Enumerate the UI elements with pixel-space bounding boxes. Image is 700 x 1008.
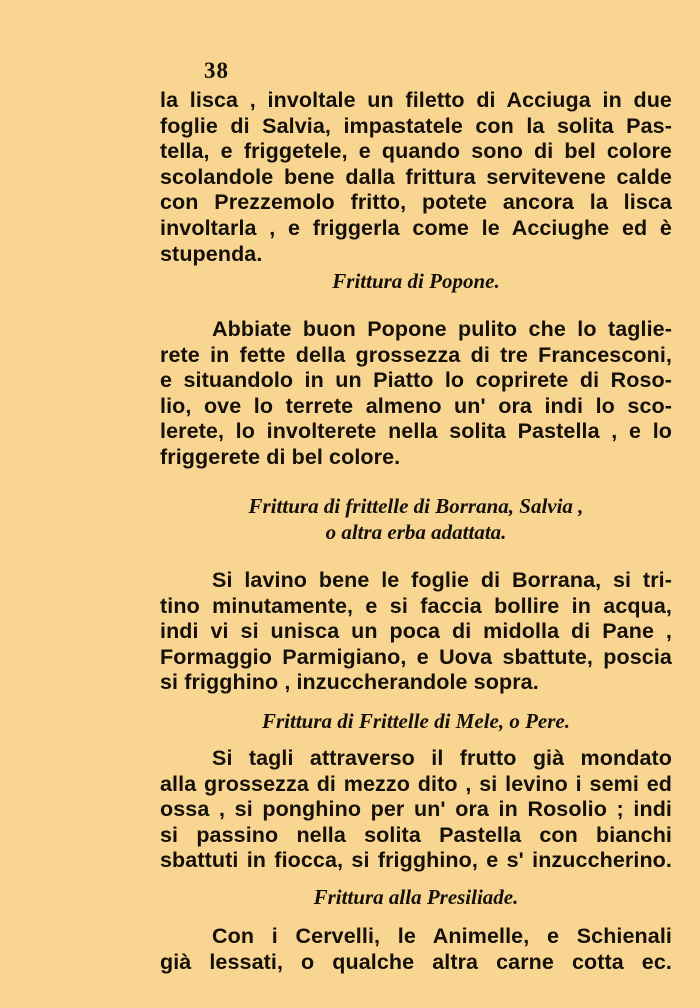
heading-frittura-presiliade <box>160 884 672 910</box>
paragraph-mele <box>160 746 672 874</box>
paragraph-popone <box>160 317 672 471</box>
page-number: 38 <box>204 58 229 83</box>
heading-line: Frittura di frittelle di Borrana, Salvia , <box>248 494 584 518</box>
text-line: Formaggio Parmigiano, e Uova sbattute, poscia <box>160 644 672 669</box>
text-line: stupenda. <box>160 241 263 266</box>
text-line: foglie di Salvia, impastatele con la solita Pas- <box>160 113 672 138</box>
text-line: con Prezzemolo fritto, potete ancora la lisca <box>160 190 672 215</box>
text-line: già lessati, o qualche altra carne cotta ec. <box>160 949 672 974</box>
heading-line: Frittura di Frittelle di Mele, o Pere. <box>262 709 570 733</box>
text-line: lerete, lo involterete nella solita Pastella , e lo <box>160 419 672 444</box>
text-line: involtarla , e friggerla come le Acciughe ed è <box>160 215 672 240</box>
heading-line: Frittura di Popone. <box>332 269 500 293</box>
text-line: rete in fette della grossezza di tre Francesconi, <box>160 342 672 367</box>
heading-frittura-popone <box>160 268 672 294</box>
paragraph-borrana <box>160 568 672 696</box>
text-line: Si lavino bene le foglie di Borrana, si tri- <box>212 568 672 592</box>
text-line: e situandolo in un Piatto lo coprirete di Roso- <box>160 368 672 393</box>
text-line: lio, ove lo terrete almeno un' ora indi lo sco- <box>160 393 672 418</box>
text-line: scolandole bene dalla frittura servitevene calde <box>160 164 672 189</box>
heading-line: Frittura alla Presiliade. <box>313 885 519 909</box>
heading-frittura-mele <box>160 708 672 734</box>
text-line: Con i Cervelli, le Animelle, e Schienali <box>212 924 672 948</box>
text-line: si passino nella solita Pastella con bianchi <box>160 822 672 847</box>
paragraph-lisca <box>160 88 672 267</box>
text-line: sbattuti in fiocca, si frigghino, e s' inzuccherino. <box>160 848 672 873</box>
heading-line: o altra erba adattata. <box>325 520 507 544</box>
text-line: ossa , si ponghino per un' ora in Rosolio ; indi <box>160 797 672 822</box>
text-line: alla grossezza di mezzo dito , si levino i semi ed <box>160 771 672 796</box>
paragraph-presiliade <box>160 924 672 975</box>
text-line: Si tagli attraverso il frutto già mondato <box>212 746 672 770</box>
text-line: indi vi si unisca un poca di midolla di Pane , <box>160 619 672 644</box>
text-line: tino minutamente, e si faccia bollire in acqua, <box>160 593 672 618</box>
text-line: friggerete di bel colore. <box>160 444 401 469</box>
text-line: Abbiate buon Popone pulito che lo taglie- <box>212 317 672 341</box>
text-line: la lisca , involtale un filetto di Acciuga in due <box>160 88 672 112</box>
text-line: si frigghino , inzuccherandole sopra. <box>160 670 539 695</box>
heading-frittura-borrana <box>160 493 672 545</box>
text-line: tella, e friggetele, e quando sono di bel colore <box>160 139 672 164</box>
